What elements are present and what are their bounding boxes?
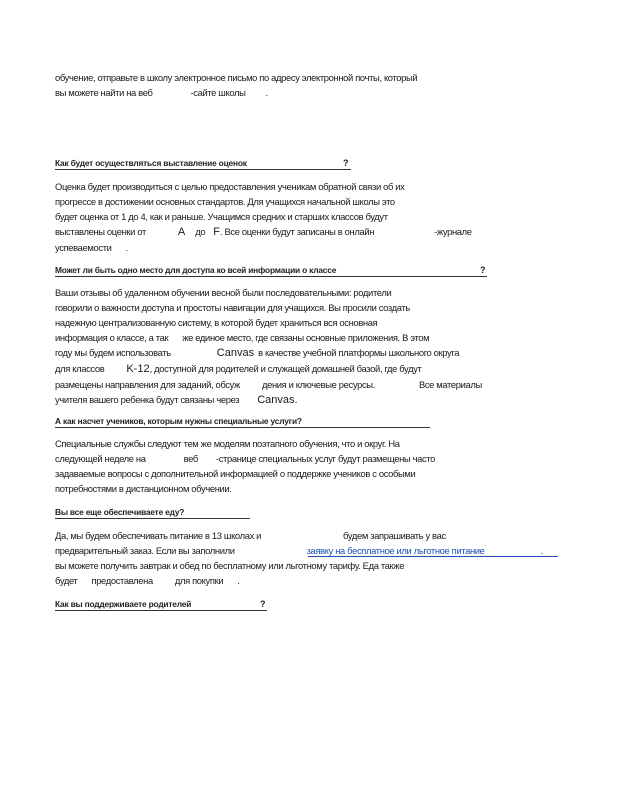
text-line (55, 345, 525, 361)
text-fragment: -странице специальных услуг будут размещены часто (215, 453, 436, 464)
text-fragment: размещены направления для заданий, обсуж (55, 379, 240, 390)
heading-question-mark: ? (343, 158, 349, 168)
grade-letter: F (213, 226, 220, 238)
text-fragment: предоставлена (91, 575, 153, 586)
text-fragment: Все материалы (418, 379, 482, 390)
text-line: будет оценка от 1 до 4, как и раньше. Учащимся средних и старших классов будут (55, 211, 388, 222)
text-fragment: же единое место, где связаны основные приложения. В этом (182, 332, 430, 343)
text-fragment: следующей неделе на (55, 453, 146, 464)
text-line: задаваемые вопросы с дополнительной информацией о поддержке учеников с особыми (55, 468, 416, 479)
heading-underline (55, 427, 430, 428)
grade-letter: A (177, 226, 186, 238)
section-heading-special-services: А как насчет учеников, которым нужны специальные услуги? (55, 416, 302, 426)
text-line: говорили о важности доступа и простоты навигации для учащихся. Вы просили создать (55, 302, 410, 313)
text-line (55, 361, 525, 377)
text-line (55, 573, 565, 588)
text-fragment: предварительный заказ. Если вы заполнили (55, 545, 235, 556)
link-underline (308, 556, 558, 557)
text-line: Оценка будет производиться с целью предоставления ученикам обратной связи об их (55, 181, 405, 192)
section-paragraph-single-access (55, 285, 525, 408)
heading-underline (55, 518, 250, 519)
platform-name: Canvas. (257, 394, 298, 406)
text-fragment: -журнале (434, 226, 472, 237)
text-fragment: будет (55, 575, 78, 586)
text-fragment: , доступной для родителей и служащей домашней базой, где будут (149, 363, 422, 374)
section-paragraph-special-services (55, 436, 525, 496)
text-fragment: . (125, 242, 128, 253)
text-fragment: учителя вашего ребенка будут связаны через (55, 394, 240, 405)
text-line: потребностями в дистанционном обучении. (55, 483, 232, 494)
text-line (55, 240, 525, 255)
text-fragment: информация о классе, а так (55, 332, 169, 343)
text-line (55, 377, 525, 392)
text-fragment: веб (183, 453, 198, 464)
section-paragraph-meals (55, 528, 565, 588)
text-fragment: для покупки (174, 575, 224, 586)
text-line (55, 528, 565, 543)
text-fragment: выставлены оценки от (55, 226, 146, 237)
text-line (55, 85, 525, 100)
text-fragment: году мы будем использовать (55, 347, 171, 358)
text-fragment: Да, мы будем обеспечивать питание в 13 школах и (55, 530, 262, 541)
text-fragment: . (265, 87, 268, 98)
text-fragment: . (540, 545, 543, 556)
section-heading-meals: Вы все еще обеспечиваете еду? (55, 507, 185, 517)
text-line: надежную централизованную систему, в которой будет храниться вся основная (55, 317, 378, 328)
text-line: Специальные службы следуют тем же моделям поэтапного обучения, что и округ. На (55, 438, 400, 449)
section-heading-single-access: Может ли быть одно место для доступа ко всей информации о классе (55, 265, 337, 275)
text-line: обучение, отправьте в школу электронное письмо по адресу электронной почты, который (55, 72, 418, 83)
text-line (55, 392, 525, 408)
heading-question-mark: ? (260, 599, 266, 609)
text-line (55, 330, 525, 345)
text-fragment: . (237, 575, 240, 586)
text-fragment: успеваемости (55, 242, 112, 253)
text-fragment: в качестве учебной платформы школьного округа (258, 347, 460, 358)
section-heading-grading: Как будет осуществляться выставление оценок (55, 158, 247, 168)
text-fragment: до (195, 226, 206, 237)
meal-application-link[interactable]: заявку на бесплатное или льготное питание (306, 545, 485, 556)
text-fragment: . Все оценки будут записаны в онлайн (219, 226, 375, 237)
heading-question-mark: ? (480, 265, 486, 275)
text-line: прогрессе в достижении основных стандартов. Для учащихся начальной школы это (55, 196, 395, 207)
intro-paragraph (55, 70, 525, 100)
text-fragment: вы можете найти на веб (55, 87, 153, 98)
text-fragment: для классов (55, 363, 105, 374)
section-heading-parent-support: Как вы поддерживаете родителей (55, 599, 192, 609)
platform-name: Canvas (216, 347, 255, 359)
heading-underline (55, 169, 351, 170)
text-fragment: дения и ключевые ресурсы. (261, 379, 375, 390)
text-line: вы можете получить завтрак и обед по бесплатному или льготному тарифу. Еда также (55, 560, 405, 571)
text-line (55, 451, 525, 466)
grade-range: K-12 (126, 363, 150, 375)
text-fragment: -сайте школы (190, 87, 246, 98)
heading-underline (55, 276, 487, 277)
section-paragraph-grading (55, 179, 525, 255)
text-fragment: будем запрашивать у вас (343, 530, 446, 541)
text-line: Ваши отзывы об удаленном обучении весной были последовательными: родители (55, 287, 392, 298)
heading-underline (55, 610, 267, 611)
text-line (55, 224, 525, 240)
